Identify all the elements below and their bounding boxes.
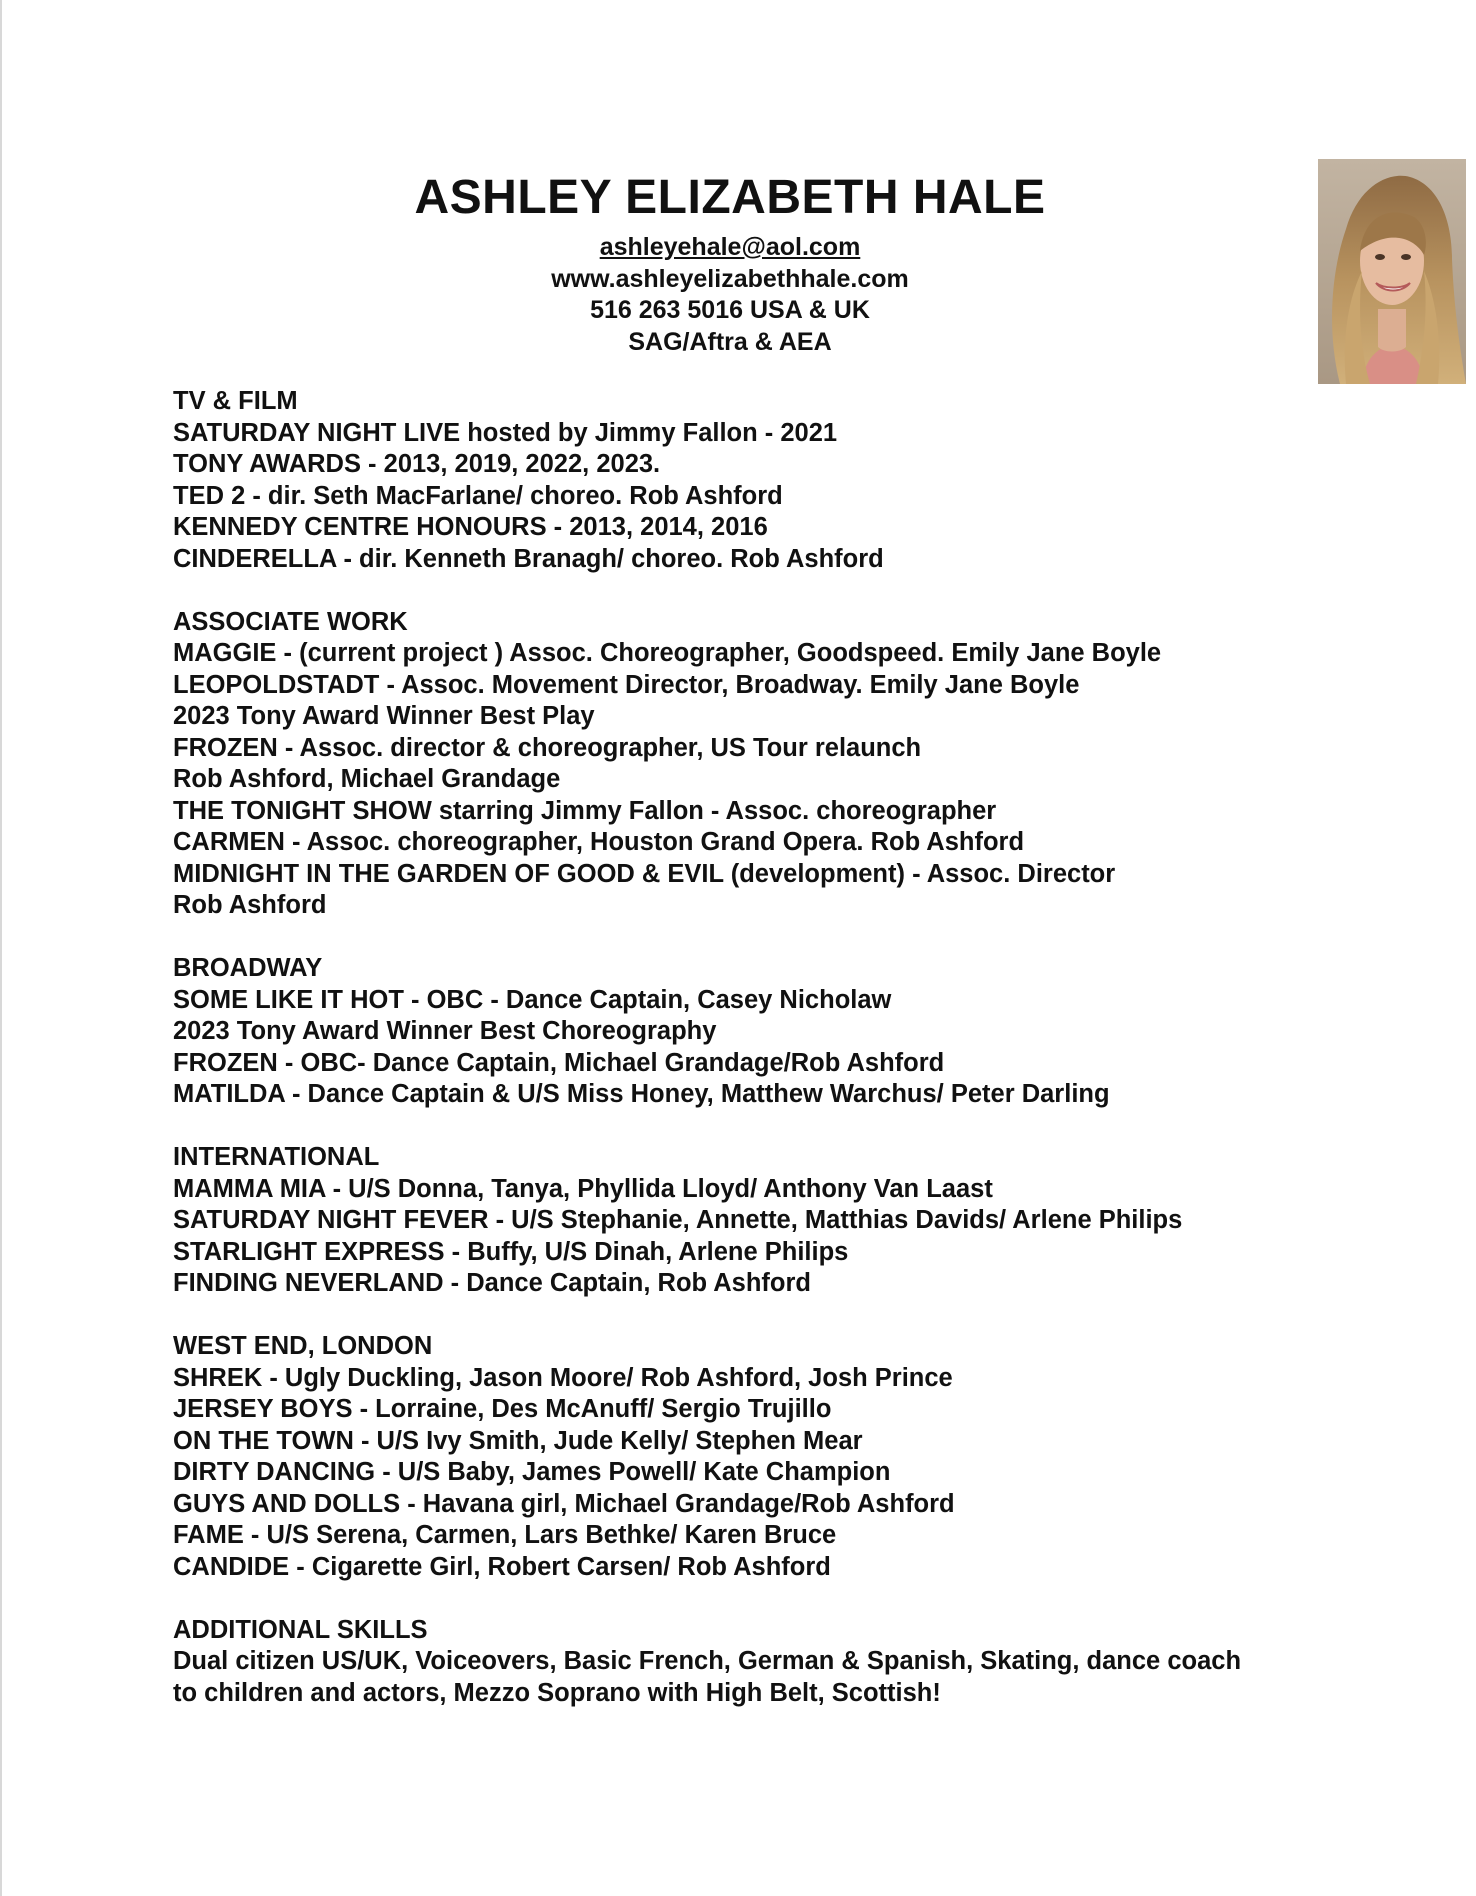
credit-line: CANDIDE - Cigarette Girl, Robert Carsen/ Rob Ashford — [173, 1552, 831, 1581]
credit-line: MAMMA MIA - U/S Donna, Tanya, Phyllida Lloyd/ Anthony Van Laast — [173, 1174, 993, 1203]
section-heading: ASSOCIATE WORK — [173, 607, 408, 636]
credit-line: Rob Ashford, Michael Grandage — [173, 765, 561, 793]
section-tv-film — [173, 386, 1333, 575]
credit-line: KENNEDY CENTRE HONOURS - 2013, 2014, 2016 — [173, 513, 768, 541]
credit-line: SATURDAY NIGHT LIVE hosted by Jimmy Fallon - 2021 — [173, 418, 838, 447]
credit-line: SOME LIKE IT HOT - OBC - Dance Captain, Casey Nicholaw — [173, 985, 892, 1014]
headshot-illustration — [1318, 159, 1466, 384]
section-heading: ADDITIONAL SKILLS — [173, 1615, 428, 1644]
credit-line: CARMEN - Assoc. choreographer, Houston Grand Opera. Rob Ashford — [173, 828, 1025, 856]
credit-line: TONY AWARDS - 2013, 2019, 2022, 2023. — [173, 450, 661, 478]
candidate-name: ASHLEY ELIZABETH HALE — [414, 171, 1046, 224]
credit-line: DIRTY DANCING - U/S Baby, James Powell/ Kate Champion — [173, 1458, 891, 1486]
credit-line: 2023 Tony Award Winner Best Choreography — [173, 1017, 717, 1045]
unions-text: SAG/Aftra & AEA — [628, 327, 832, 356]
credit-line: CINDERELLA - dir. Kenneth Branagh/ choreo. Rob Ashford — [173, 544, 884, 573]
credit-line: THE TONIGHT SHOW starring Jimmy Fallon - Assoc. choreographer — [173, 796, 997, 825]
credit-line: Rob Ashford — [173, 891, 327, 919]
resume-body — [173, 386, 1333, 1709]
credit-line: TED 2 - dir. Seth MacFarlane/ choreo. Rob Ashford — [173, 481, 783, 510]
section-heading: TV & FILM — [173, 387, 298, 415]
section-heading: WEST END, LONDON — [173, 1332, 433, 1360]
credit-line: FINDING NEVERLAND - Dance Captain, Rob Ashford — [173, 1269, 811, 1297]
resume-header — [310, 170, 1150, 358]
credit-line: JERSEY BOYS - Lorraine, Des McAnuff/ Sergio Trujillo — [173, 1395, 832, 1423]
credit-line: GUYS AND DOLLS - Havana girl, Michael Grandage/Rob Ashford — [173, 1489, 955, 1518]
website-text: www.ashleyelizabethhale.com — [551, 264, 909, 293]
credit-line: MATILDA - Dance Captain & U/S Miss Honey, Matthew Warchus/ Peter Darling — [173, 1080, 1110, 1108]
credit-line: SHREK - Ugly Duckling, Jason Moore/ Rob Ashford, Josh Prince — [173, 1363, 953, 1392]
credit-line: LEOPOLDSTADT - Assoc. Movement Director, Broadway. Emily Jane Boyle — [173, 670, 1080, 699]
credit-line: ON THE TOWN - U/S Ivy Smith, Jude Kelly/ Stephen Mear — [173, 1426, 863, 1455]
section-broadway — [173, 953, 1333, 1111]
section-heading: INTERNATIONAL — [173, 1143, 380, 1171]
credit-line: FAME - U/S Serena, Carmen, Lars Bethke/ Karen Bruce — [173, 1521, 837, 1549]
credit-line: MAGGIE - (current project ) Assoc. Choreographer, Goodspeed. Emily Jane Boyle — [173, 639, 1162, 667]
page-edge-divider — [0, 0, 2, 1896]
credit-line: FROZEN - Assoc. director & choreographer, US Tour relaunch — [173, 733, 922, 762]
section-heading: BROADWAY — [173, 954, 323, 982]
credit-line: STARLIGHT EXPRESS - Buffy, U/S Dinah, Arlene Philips — [173, 1237, 849, 1266]
credit-line: MIDNIGHT IN THE GARDEN OF GOOD & EVIL (development) - Assoc. Director — [173, 859, 1116, 888]
skills-line: to children and actors, Mezzo Soprano with High Belt, Scottish! — [173, 1678, 941, 1707]
credit-line: FROZEN - OBC- Dance Captain, Michael Grandage/Rob Ashford — [173, 1048, 945, 1077]
section-west-end — [173, 1331, 1333, 1583]
credit-line: 2023 Tony Award Winner Best Play — [173, 702, 595, 730]
section-associate-work — [173, 607, 1333, 922]
phone-text: 516 263 5016 USA & UK — [590, 296, 870, 324]
section-international — [173, 1142, 1333, 1300]
credit-line: SATURDAY NIGHT FEVER - U/S Stephanie, Annette, Matthias Davids/ Arlene Philips — [173, 1206, 1183, 1234]
section-additional-skills — [173, 1615, 1333, 1710]
skills-line: Dual citizen US/UK, Voiceovers, Basic French, German & Spanish, Skating, dance coach — [173, 1647, 1242, 1675]
headshot-photo — [1318, 159, 1466, 384]
email-link[interactable]: ashleyehale@aol.com — [599, 233, 861, 261]
